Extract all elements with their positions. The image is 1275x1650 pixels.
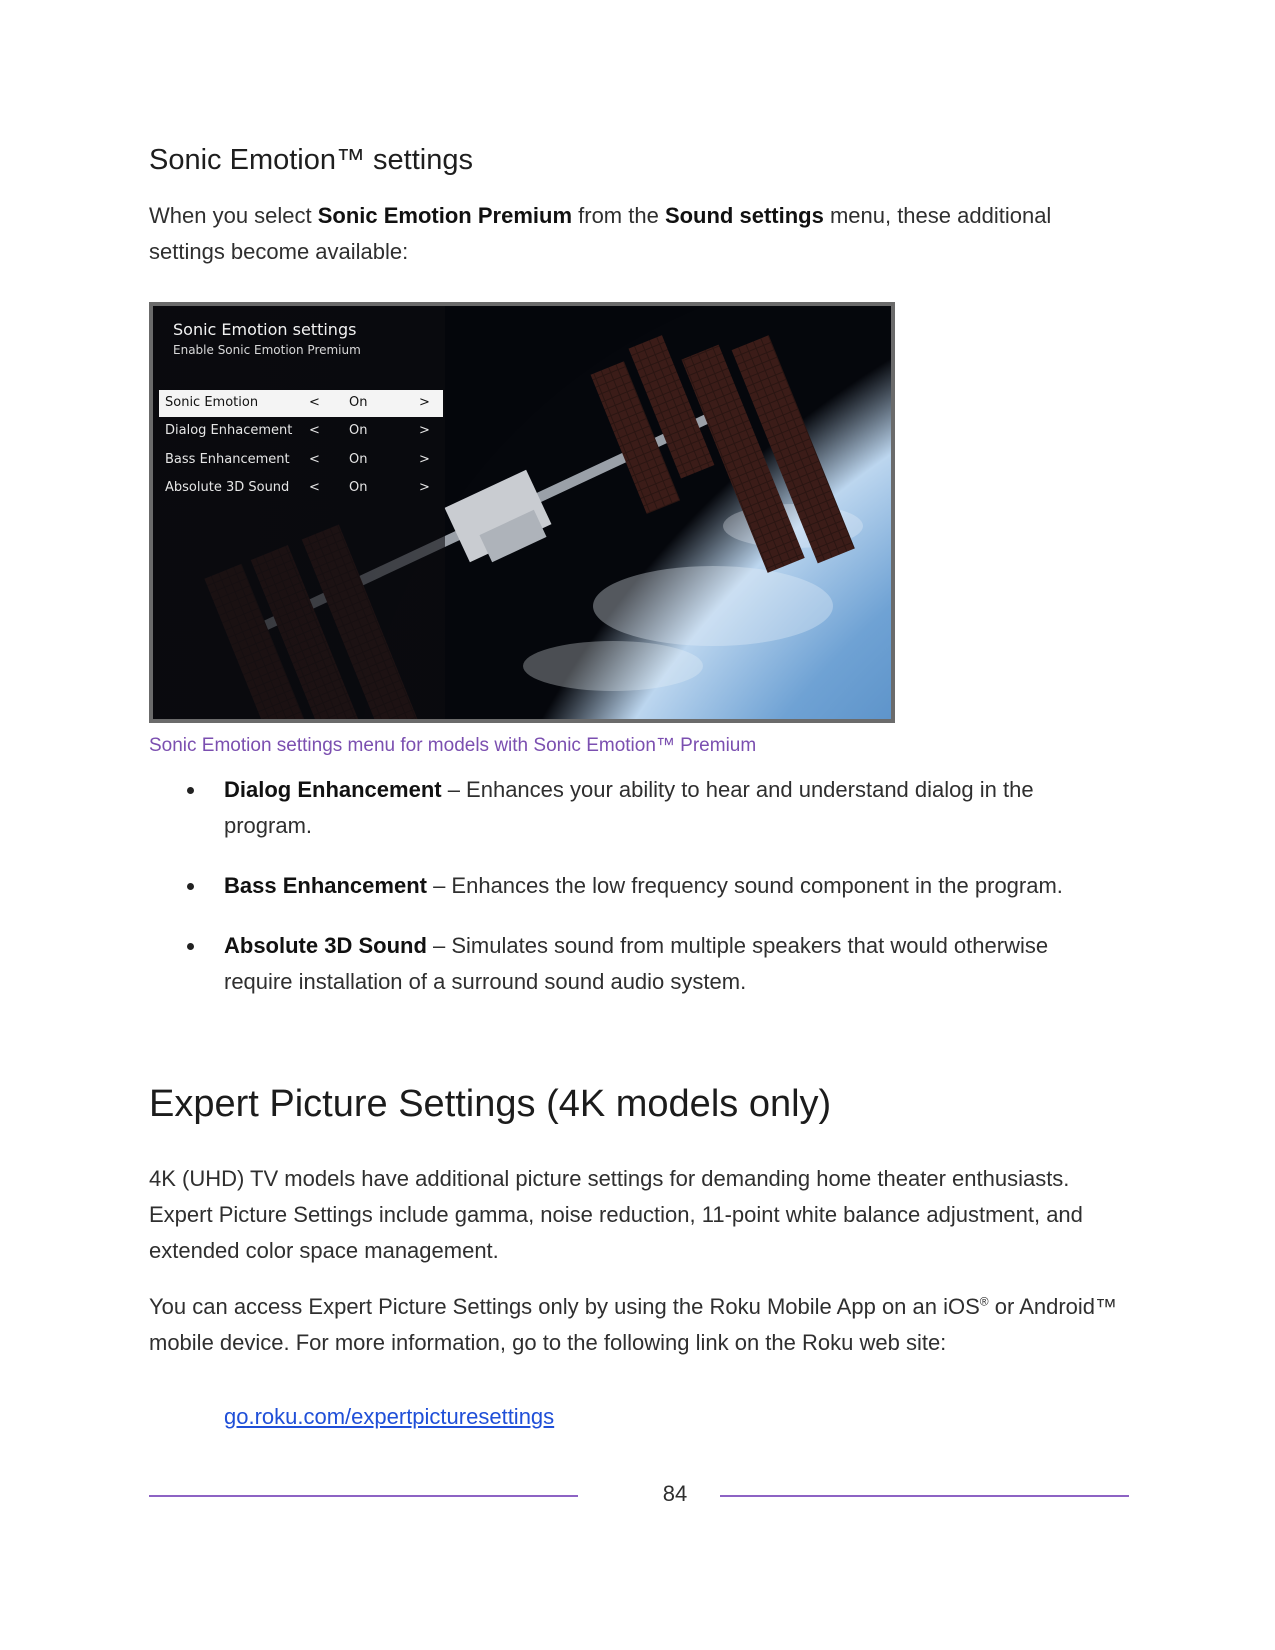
list-item: [149, 772, 1064, 844]
tv-menu-row-label: Sonic Emotion: [165, 395, 259, 410]
intro-bold-1: Sonic Emotion Premium: [317, 203, 573, 228]
right-arrow-icon[interactable]: >: [419, 423, 430, 438]
bullet-term: Bass Enhancement: [224, 873, 427, 898]
bullet-description: – Enhances your ability to hear and understand dialog in the program.: [224, 777, 1034, 838]
tv-menu-title: Sonic Emotion settings: [173, 320, 357, 339]
tv-screenshot-figure: [149, 302, 895, 723]
intro-text-2: from the: [572, 203, 665, 228]
list-item: [149, 868, 1064, 904]
bullet-term: Absolute 3D Sound: [224, 933, 427, 958]
expert-paragraph-2-text-1: You can access Expert Picture Settings only by using the Roku Mobile App on an iOS: [149, 1294, 980, 1319]
left-arrow-icon[interactable]: <: [309, 395, 320, 410]
intro-text-3: menu, these additional settings become available:: [149, 203, 1052, 264]
right-arrow-icon[interactable]: >: [419, 452, 430, 467]
tv-menu-subtitle: Enable Sonic Emotion Premium: [173, 343, 361, 357]
intro-bold-2: Sound settings: [664, 203, 824, 228]
page-number: 84: [662, 1481, 688, 1506]
bullet-term: Dialog Enhancement: [224, 777, 442, 802]
tv-menu-row-sonic-emotion[interactable]: [159, 390, 443, 417]
tv-menu-row-label: Absolute 3D Sound: [165, 480, 290, 495]
intro-paragraph: [149, 198, 1129, 270]
bullet-description: – Simulates sound from multiple speakers that would otherwise require installation of a surround sound audio system.: [224, 933, 1049, 994]
tv-menu-row-bass-enhancement[interactable]: [159, 447, 443, 474]
right-arrow-icon[interactable]: >: [419, 395, 430, 410]
bullet-icon: [187, 943, 194, 950]
tv-menu-row-value: On: [349, 423, 368, 438]
expert-paragraph-2-text-2: or Android™ mobile device. For more information, go to the following link on the Roku web site:: [149, 1294, 1118, 1355]
left-arrow-icon[interactable]: <: [309, 423, 320, 438]
footer-divider-right: [720, 1495, 1129, 1497]
tv-menu-row-value: On: [349, 480, 368, 495]
footer-divider-left: [149, 1495, 578, 1497]
bullet-icon: [187, 787, 194, 794]
feature-bullet-list: [149, 772, 1129, 1024]
tv-menu-row-value: On: [349, 395, 368, 410]
expert-paragraph-2: [149, 1289, 1129, 1361]
tv-menu-row-label: Dialog Enhacement: [165, 423, 293, 438]
tv-settings-menu: [153, 306, 445, 719]
intro-text-1: When you select: [149, 203, 318, 228]
left-arrow-icon[interactable]: <: [309, 452, 320, 467]
expert-picture-settings-link[interactable]: go.roku.com/expertpicturesettings: [224, 1404, 555, 1429]
tv-menu-row-absolute-3d-sound[interactable]: [159, 475, 443, 502]
tv-menu-row-label: Bass Enhancement: [165, 452, 290, 467]
left-arrow-icon[interactable]: <: [309, 480, 320, 495]
right-arrow-icon[interactable]: >: [419, 480, 430, 495]
expert-paragraph-1: 4K (UHD) TV models have additional picture settings for demanding home theater enthusiasts. Expert Picture Settings include gamma, noise reduction, 11-point white balance adjustment, and extended color space management.: [149, 1166, 1083, 1263]
bullet-icon: [187, 883, 194, 890]
tv-menu-row-dialog-enhancement[interactable]: [159, 418, 443, 445]
bullet-description: – Enhances the low frequency sound component in the program.: [426, 873, 1063, 898]
section-heading: Expert Picture Settings (4K models only): [149, 1083, 832, 1125]
tv-menu-row-value: On: [349, 452, 368, 467]
figure-caption: Sonic Emotion settings menu for models with Sonic Emotion™ Premium: [149, 735, 757, 756]
list-item: [149, 928, 1064, 1000]
registered-mark: ®: [979, 1294, 989, 1309]
section-subheading: Sonic Emotion™ settings: [149, 144, 473, 176]
